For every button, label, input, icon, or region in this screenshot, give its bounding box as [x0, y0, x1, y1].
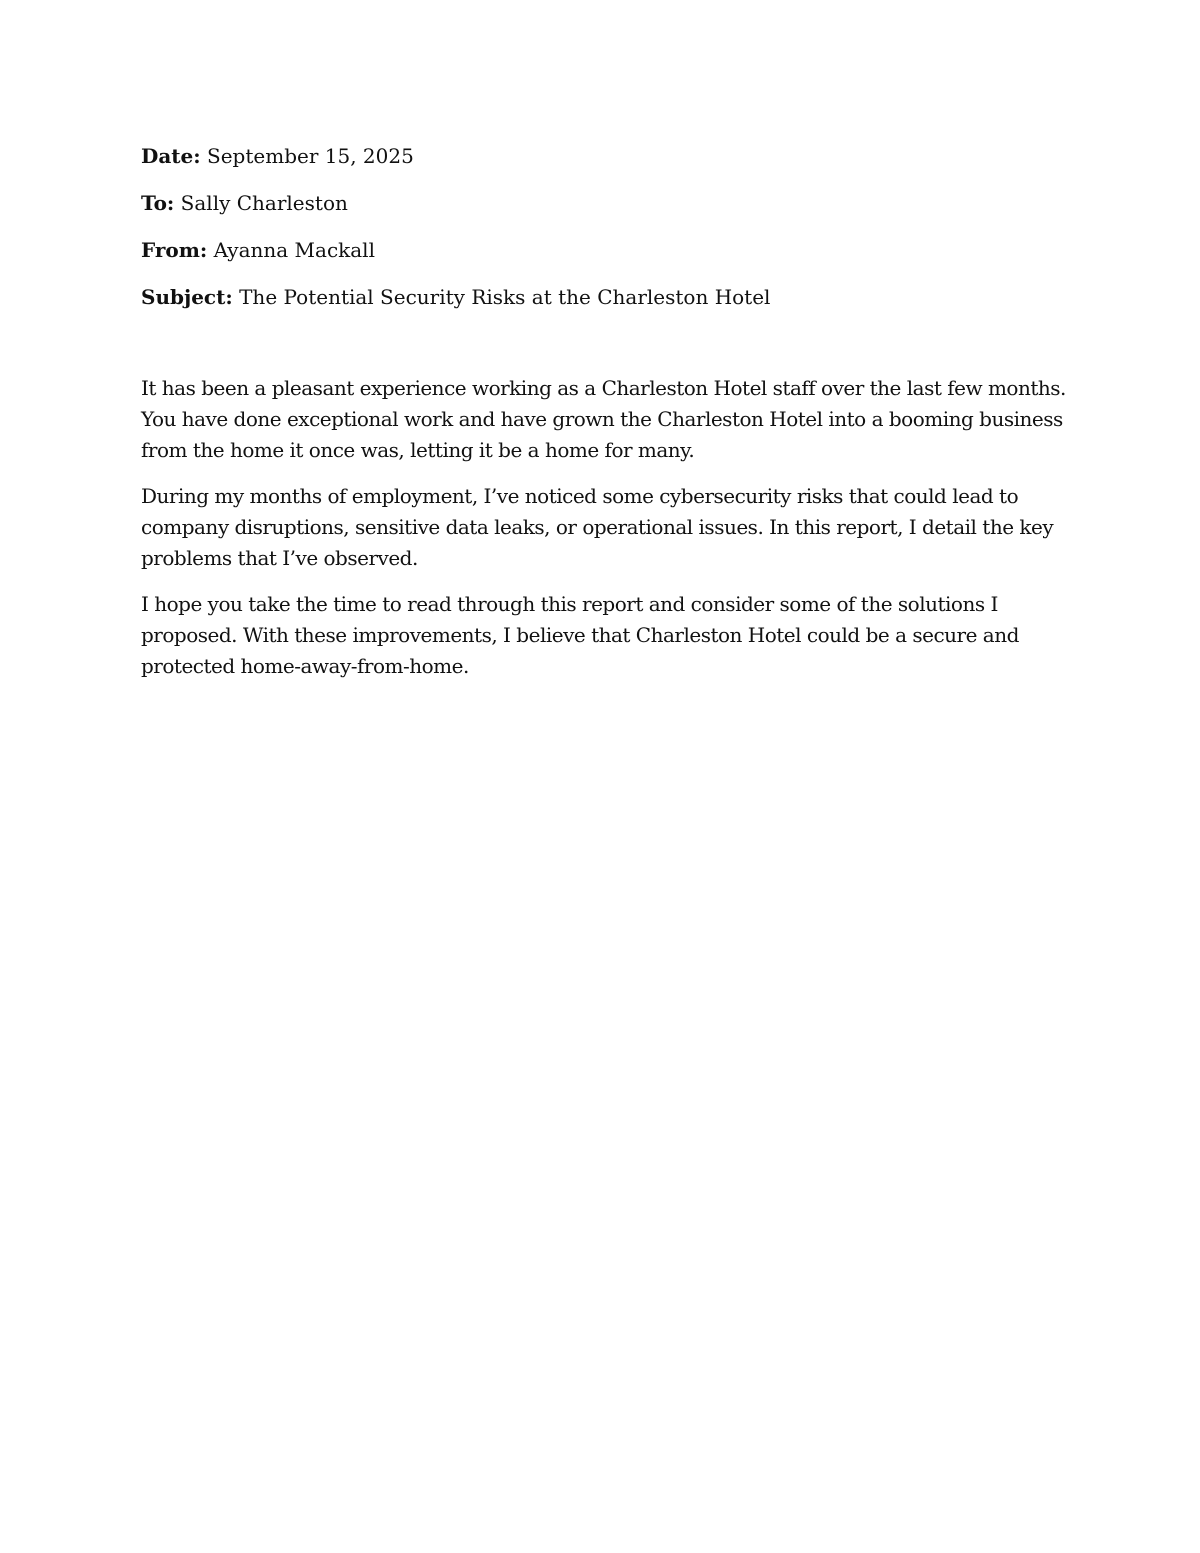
from-line	[141, 235, 1061, 266]
paragraph-line: company disruptions, sensitive data leaks, or operational issues. In this report, I detail the key	[141, 515, 1054, 539]
paragraph-line: proposed. With these improvements, I believe that Charleston Hotel could be a secure and	[141, 623, 1019, 647]
to-line	[141, 188, 1061, 219]
body-paragraph-intro	[141, 373, 1066, 466]
paragraph-line: problems that I’ve observed.	[141, 546, 418, 570]
memo-body	[141, 373, 1066, 697]
date-value: September 15, 2025	[207, 144, 414, 168]
memo-header	[141, 141, 1061, 329]
paragraph-line: I hope you take the time to read through this report and consider some of the solutions I	[141, 592, 998, 616]
from-value: Ayanna Mackall	[213, 238, 375, 262]
to-value: Sally Charleston	[180, 191, 348, 215]
paragraph-line: During my months of employment, I’ve noticed some cybersecurity risks that could lead to	[141, 484, 1019, 508]
paragraph-line: protected home-away-from-home.	[141, 654, 469, 678]
date-label: Date:	[141, 144, 201, 168]
paragraph-line: from the home it once was, letting it be a home for many.	[141, 438, 695, 462]
subject-line	[141, 282, 1061, 313]
to-label: To:	[141, 191, 175, 215]
subject-value: The Potential Security Risks at the Charleston Hotel	[239, 285, 771, 309]
date-line	[141, 141, 1061, 172]
from-label: From:	[141, 238, 208, 262]
body-paragraph-risks	[141, 481, 1061, 574]
paragraph-line: It has been a pleasant experience working as a Charleston Hotel staff over the last few months.	[141, 376, 1066, 400]
body-paragraph-closing	[141, 589, 1061, 682]
subject-label: Subject:	[141, 285, 233, 309]
paragraph-line: You have done exceptional work and have grown the Charleston Hotel into a booming business	[141, 407, 1063, 431]
